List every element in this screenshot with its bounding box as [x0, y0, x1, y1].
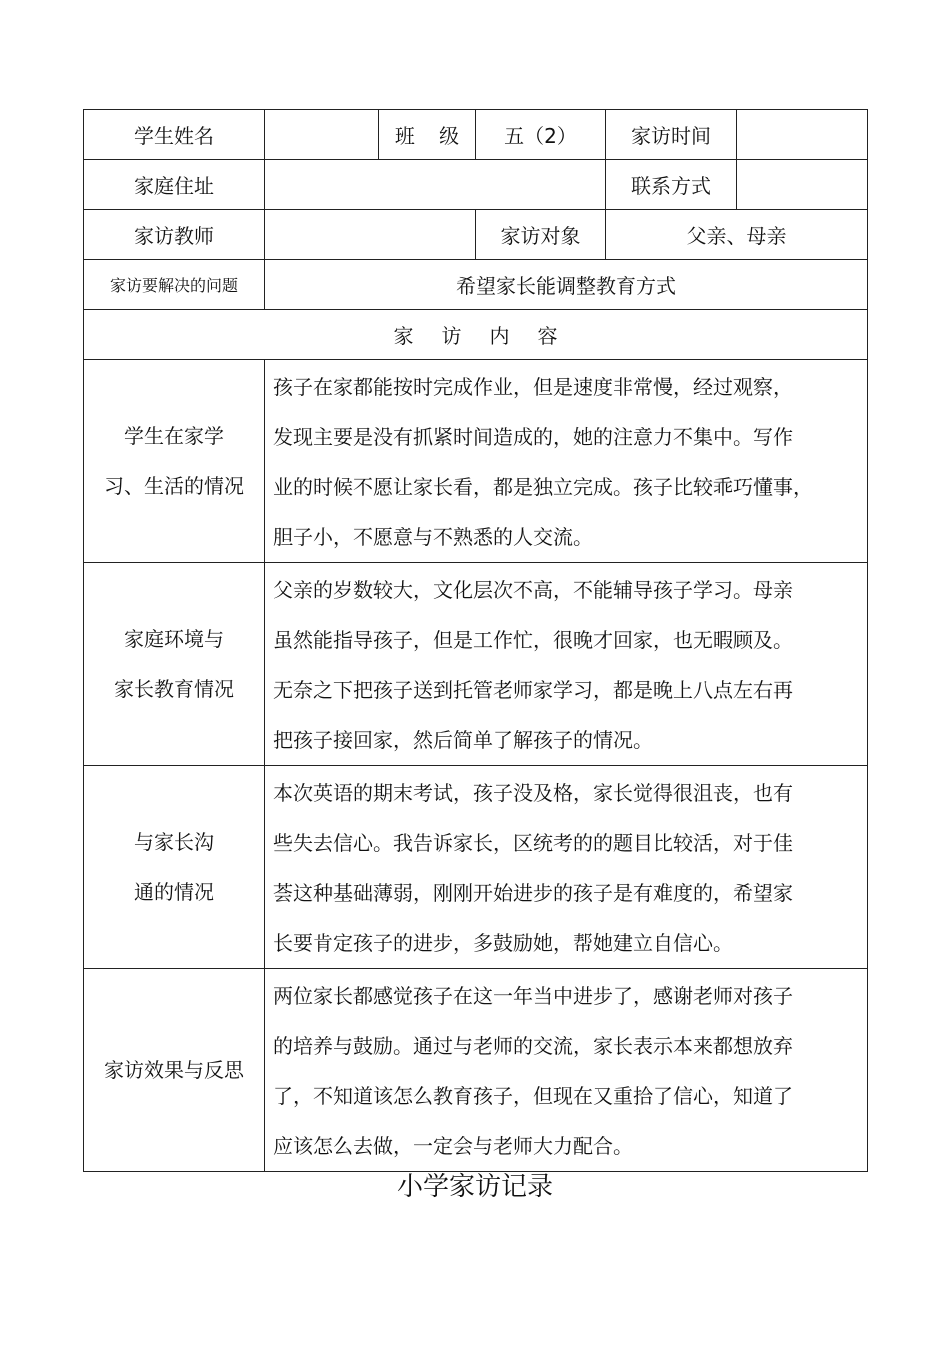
class-value: 五（2）: [476, 110, 606, 160]
form-row-problem: [84, 260, 868, 310]
home-visit-form: [83, 109, 868, 1172]
family-env-label: 家庭环境与 家长教育情况: [114, 627, 234, 701]
form-row-teacher: [84, 210, 868, 260]
communication-text: 本次英语的期末考试，孩子没及格，家长觉得很沮丧，也有 些失去信心。我告诉家长，区统考的的题目比较活，对于佳 荟这种基础薄弱，刚刚开始进步的孩子是有难度的，希望家 长要肯定孩子的进步，多鼓励她，帮她建立自信心。: [265, 766, 868, 969]
visit-target-label: 家访对象: [476, 210, 606, 260]
address-label: 家庭住址: [84, 160, 265, 210]
student-name-field: [265, 110, 379, 160]
form-row-communication: [84, 766, 868, 969]
form-row-student: [84, 110, 868, 160]
reflection-label-cell: [84, 969, 265, 1172]
teacher-label: 家访教师: [84, 210, 265, 260]
form-row-reflection: [84, 969, 868, 1172]
address-field: [265, 160, 606, 210]
study-life-label-cell: [84, 360, 265, 563]
class-label: 班 级: [379, 110, 476, 160]
visit-time-field: [737, 110, 868, 160]
family-env-label-cell: [84, 563, 265, 766]
reflection-label: 家访效果与反思: [104, 1058, 244, 1082]
contact-field: [737, 160, 868, 210]
communication-label: 与家长沟 通的情况: [134, 830, 214, 904]
form-row-study-life: [84, 360, 868, 563]
problem-value: 希望家长能调整教育方式: [265, 260, 868, 310]
teacher-field: [265, 210, 476, 260]
contact-label: 联系方式: [606, 160, 737, 210]
reflection-text: 两位家长都感觉孩子在这一年当中进步了，感谢老师对孩子 的培养与鼓励。通过与老师的交流，家长表示本来都想放弃 了，不知道该怎么教育孩子，但现在又重拾了信心，知道了 应该怎么去做，一定会与老师大力配合。: [265, 969, 868, 1172]
section-title: 家访内容: [84, 310, 868, 360]
document-caption: 小学家访记录: [396, 1172, 553, 1202]
study-life-label: 学生在家学 习、生活的情况: [104, 424, 244, 498]
visit-target-value: 父亲、母亲: [606, 210, 868, 260]
family-env-text: 父亲的岁数较大，文化层次不高，不能辅导孩子学习。母亲 虽然能指导孩子，但是工作忙，很晚才回家，也无暇顾及。 无奈之下把孩子送到托管老师家学习，都是晚上八点左右再 把孩子接回家，然后简单了解孩子的情况。: [265, 563, 868, 766]
communication-label-cell: [84, 766, 265, 969]
form-row-section-title: [84, 310, 868, 360]
form-row-address: [84, 160, 868, 210]
visit-time-label: 家访时间: [606, 110, 737, 160]
form-row-family-env: [84, 563, 868, 766]
problem-label: 家访要解决的问题: [84, 260, 265, 310]
student-name-label: 学生姓名: [84, 110, 265, 160]
study-life-text: 孩子在家都能按时完成作业，但是速度非常慢，经过观察， 发现主要是没有抓紧时间造成的，她的注意力不集中。写作 业的时候不愿让家长看，都是独立完成。孩子比较乖巧懂事， 胆子小，不愿意与不熟悉的人交流。: [265, 360, 868, 563]
